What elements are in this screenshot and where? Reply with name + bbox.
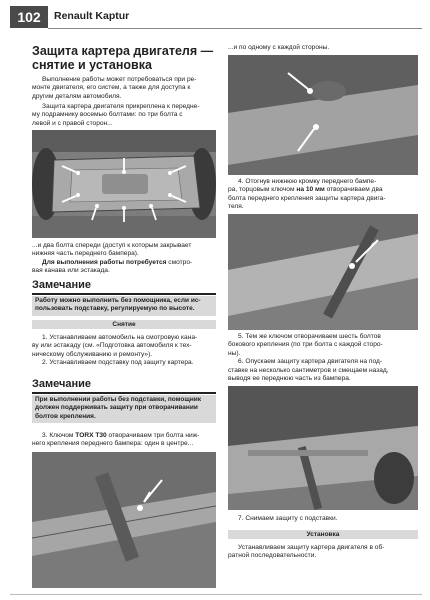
text-line: левой и с правой сторон...: [32, 119, 113, 127]
text-line: болта переднего крепления защиты картера двига-: [228, 194, 386, 202]
mounting-paragraph: [32, 103, 216, 128]
note-heading-2: Замечание: [32, 378, 92, 390]
removal-heading: Снятие: [32, 320, 216, 329]
text-line: болтов крепления.: [35, 412, 96, 420]
steps-5-6: [228, 333, 418, 383]
text-line: ставке на несколько сантиметров и смещаем назад,: [228, 366, 389, 374]
text-line: 4. Отогнув нижнюю кромку переднего бампе-: [238, 178, 377, 185]
text-line: должен поддерживать защиту при отворачивании: [35, 404, 198, 412]
bottom-rule: [10, 594, 422, 595]
text-line: Работу можно выполнить без помощника, если ис-: [35, 297, 201, 304]
text-line: бокового крепления (по три болта с каждой сторо-: [228, 341, 383, 349]
intro-paragraph: [32, 76, 216, 101]
text-line: [32, 259, 216, 267]
page-number: 102: [10, 6, 48, 28]
front-bolts-paragraph: [32, 242, 216, 276]
book-title: Renault Kaptur: [54, 10, 130, 22]
text-span: смотро-: [166, 258, 193, 266]
bold-text: на 10 мм: [296, 186, 325, 194]
note-box-2: [32, 395, 216, 423]
text-line: ву или эстакаду (см. «Подготовка автомобиля к тех-: [32, 342, 192, 350]
text-line: монте двигателя, его систем, а также для доступа к: [32, 84, 191, 92]
photo-bumper-center-bolt: [32, 452, 216, 588]
text-line: Выполнение работы может потребоваться при ре-: [42, 76, 197, 83]
text-line: ны).: [228, 349, 241, 357]
photo-lowering-guard: [228, 386, 418, 510]
photo-side-bolts: [228, 55, 418, 175]
text-line: Устанавливаем защиту картера двигателя в об-: [238, 544, 385, 551]
text-line: ническому обслуживанию и ремонту»).: [32, 350, 153, 358]
section-title: [32, 44, 222, 72]
note-heading: Замечание: [32, 279, 92, 291]
text-line: нижняя часть переднего бампера).: [32, 250, 139, 258]
text-line: вая канава или эстакада.: [32, 267, 110, 275]
text-line: ...и два болта спереди (доступ к которым закрывает: [32, 242, 192, 249]
text-line: [228, 186, 418, 194]
bold-text: TORX T30: [75, 432, 107, 439]
text-line: 7. Снимаем защиту с подставки.: [238, 515, 338, 522]
step-3: [32, 432, 216, 449]
text-line: 5. Тем же ключом отворачиваем шесть болтов: [238, 333, 381, 340]
text-line: 6. Опускаем защиту картера двигателя на под-: [238, 358, 383, 366]
steps-1-2: [32, 334, 216, 368]
bold-text: Для выполнения работы потребуется: [42, 258, 167, 266]
text-line: другим деталям автомобиля.: [32, 92, 122, 100]
section-title-line1: Защита картера двигателя —: [32, 44, 214, 58]
text-line: ратной последовательности.: [228, 552, 317, 560]
text-span: отворачиваем три болта ниж-: [106, 432, 200, 439]
text-span: отворачиваем два: [324, 186, 383, 194]
photo-engine-guard-underside: [32, 130, 216, 238]
text-span: ра, торцовым ключом: [228, 186, 297, 194]
installation-text: [228, 544, 418, 561]
text-line: 1. Устанавливаем автомобиль на смотровую кана-: [42, 334, 198, 341]
text-line: выводя ее переднюю часть из бампера.: [228, 375, 351, 383]
text-line: него крепления переднего бампера: один в центре...: [32, 440, 194, 448]
text-span: 3. Ключом: [42, 432, 76, 439]
text-line: му подрамнику восемью болтами: по три болта с: [32, 111, 183, 119]
installation-heading: Установка: [228, 530, 418, 539]
note-rule-2: [32, 392, 216, 394]
step-4: [228, 178, 418, 212]
text-line: При выполнении работы без подставки, помощник: [35, 396, 202, 403]
note-box: [32, 296, 216, 316]
continuation-text: ...и по одному с каждой стороны.: [228, 44, 330, 51]
note-rule: [32, 293, 216, 295]
text-line: 2. Устанавливаем подставку под защиту картера.: [42, 359, 194, 367]
section-title-line2: снятие и установка: [32, 58, 152, 72]
header-rule: [48, 28, 422, 29]
text-line: пользовать подставку, регулируемую по высоте.: [35, 305, 195, 313]
photo-front-bolts-10mm: [228, 214, 418, 330]
step-7: [228, 515, 418, 523]
text-line: теля.: [228, 203, 244, 211]
text-line: Защита картера двигателя прикреплена к передне-: [42, 103, 200, 110]
